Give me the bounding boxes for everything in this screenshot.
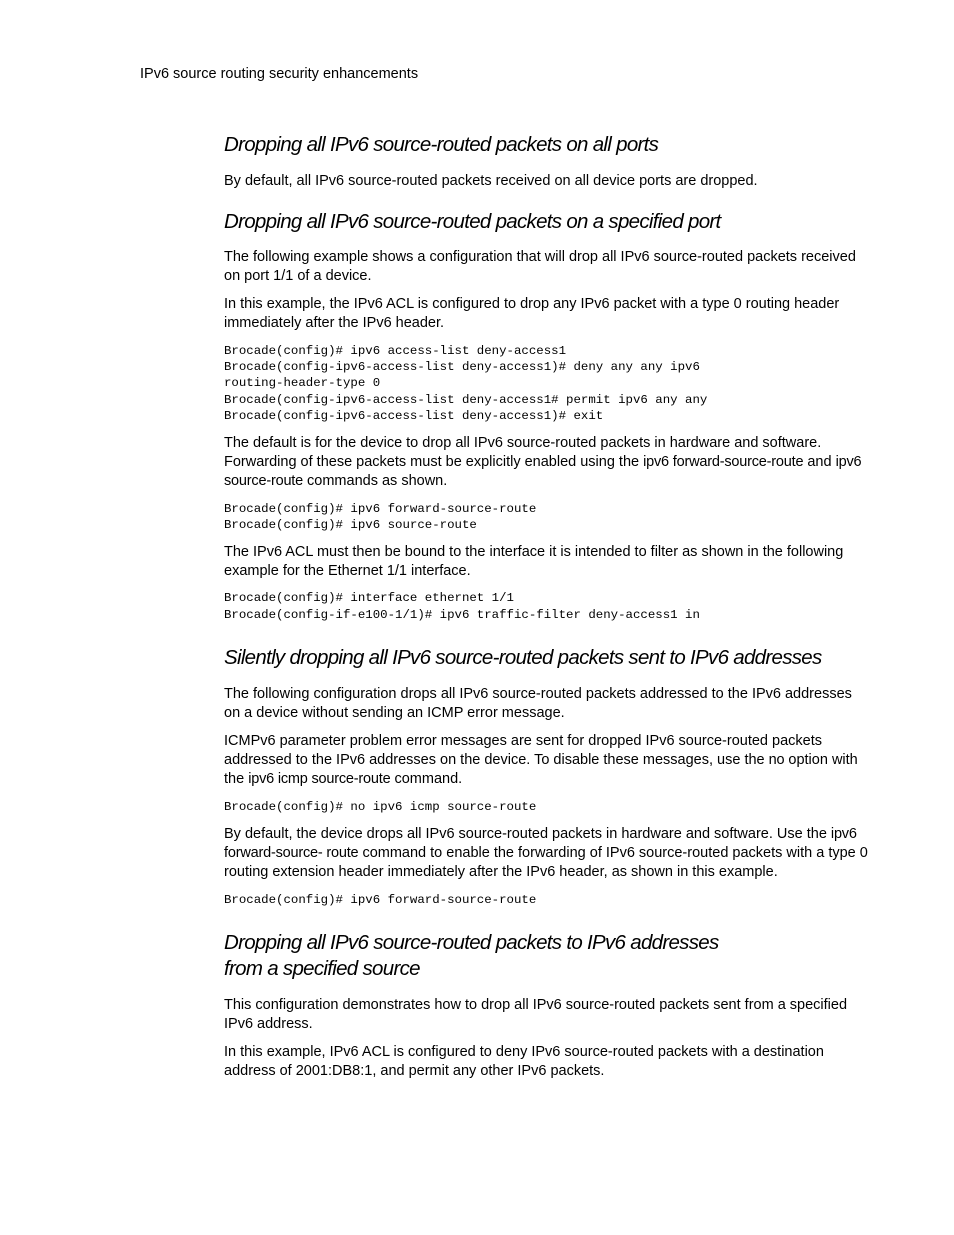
section-heading: [224, 930, 869, 982]
text-span: command to enable the forwarding of IPv6 source-routed packets with a type 0 routing extension header immediately after the IPv6 header, as shown in this example.: [224, 845, 868, 881]
paragraph: This configuration demonstrates how to drop all IPv6 source-routed packets sent from a specified IPv6 address.: [224, 997, 848, 1033]
paragraph: The IPv6 ACL must then be bound to the interface it is intended to filter as shown in the following example for the Ethernet 1/1 interface.: [224, 544, 844, 580]
text-span: and: [803, 454, 836, 471]
section-heading: Dropping all IPv6 source-routed packets on all ports: [224, 133, 659, 156]
section-heading: Dropping all IPv6 source-routed packets on a specified port: [224, 210, 721, 233]
code-block: Brocade(config)# ipv6 forward-source-route Brocade(config)# ipv6 source-route: [224, 502, 537, 533]
paragraph: The following configuration drops all IPv6 source-routed packets addressed to the IPv6 addresses on a device without sending an ICMP error message.: [224, 685, 852, 721]
paragraph: In this example, IPv6 ACL is configured to deny IPv6 source-routed packets with a destination address of 2001:DB8:1, and permit any other IPv6 packets.: [224, 1044, 824, 1080]
code-block: Brocade(config)# interface ethernet 1/1 Brocade(config-if-e100-1/1)# ipv6 traffic-filter deny-access1 in: [224, 591, 700, 622]
paragraph: The following example shows a configuration that will drop all IPv6 source-routed packets received on port 1/1 of a device.: [224, 249, 856, 284]
command-keyword: ipv6 forward-source-route: [643, 454, 804, 471]
section-heading: Silently dropping all IPv6 source-routed packets sent to IPv6 addresses: [224, 645, 822, 669]
command-keyword: ipv6 icmp source-route: [248, 770, 391, 787]
paragraph: [224, 732, 869, 789]
text-span: By default, the device drops all IPv6 source-routed packets in hardware and software. Use the: [224, 826, 831, 843]
heading-line: Dropping all IPv6 source-routed packets to IPv6 addresses: [224, 931, 719, 955]
text-span: option with the: [224, 751, 858, 787]
text-span: ICMPv6 parameter problem error messages are sent for dropped IPv6 source-routed packets addressed to the IPv6 addresses on the device. To disable these messages, use the: [224, 732, 822, 768]
command-keyword: no: [768, 751, 785, 768]
paragraph: By default, all IPv6 source-routed packets received on all device ports are dropped.: [224, 173, 758, 189]
paragraph: [224, 434, 869, 491]
heading-line: from a specified source: [224, 957, 420, 981]
code-block: Brocade(config)# no ipv6 icmp source-route: [224, 799, 537, 814]
paragraph: [224, 825, 869, 882]
command-keyword: ipv6 forward-source- route: [224, 826, 857, 862]
text-span: commands as shown.: [303, 473, 448, 490]
code-block: Brocade(config)# ipv6 access-list deny-access1 Brocade(config-ipv6-access-list deny-access1)# deny any any ipv6 routing-header-type 0 Brocade(config-ipv6-access-list deny-access1# permit ipv6 any any Brocade(config-ipv6-access-list deny-access1)# exit: [224, 344, 708, 423]
text-span: The default is for the device to drop all IPv6 source-routed packets in hardware and software. Forwarding of these packets must be explicitly enabled using the: [224, 435, 822, 471]
command-keyword: ipv6 source-route: [224, 454, 862, 490]
text-span: command.: [390, 770, 463, 787]
page-content: [224, 132, 869, 1081]
code-block: Brocade(config)# ipv6 forward-source-route: [224, 893, 537, 908]
running-header: IPv6 source routing security enhancements: [140, 66, 419, 82]
paragraph: In this example, the IPv6 ACL is configured to drop any IPv6 packet with a type 0 routing header immediately after the IPv6 header.: [224, 296, 840, 331]
